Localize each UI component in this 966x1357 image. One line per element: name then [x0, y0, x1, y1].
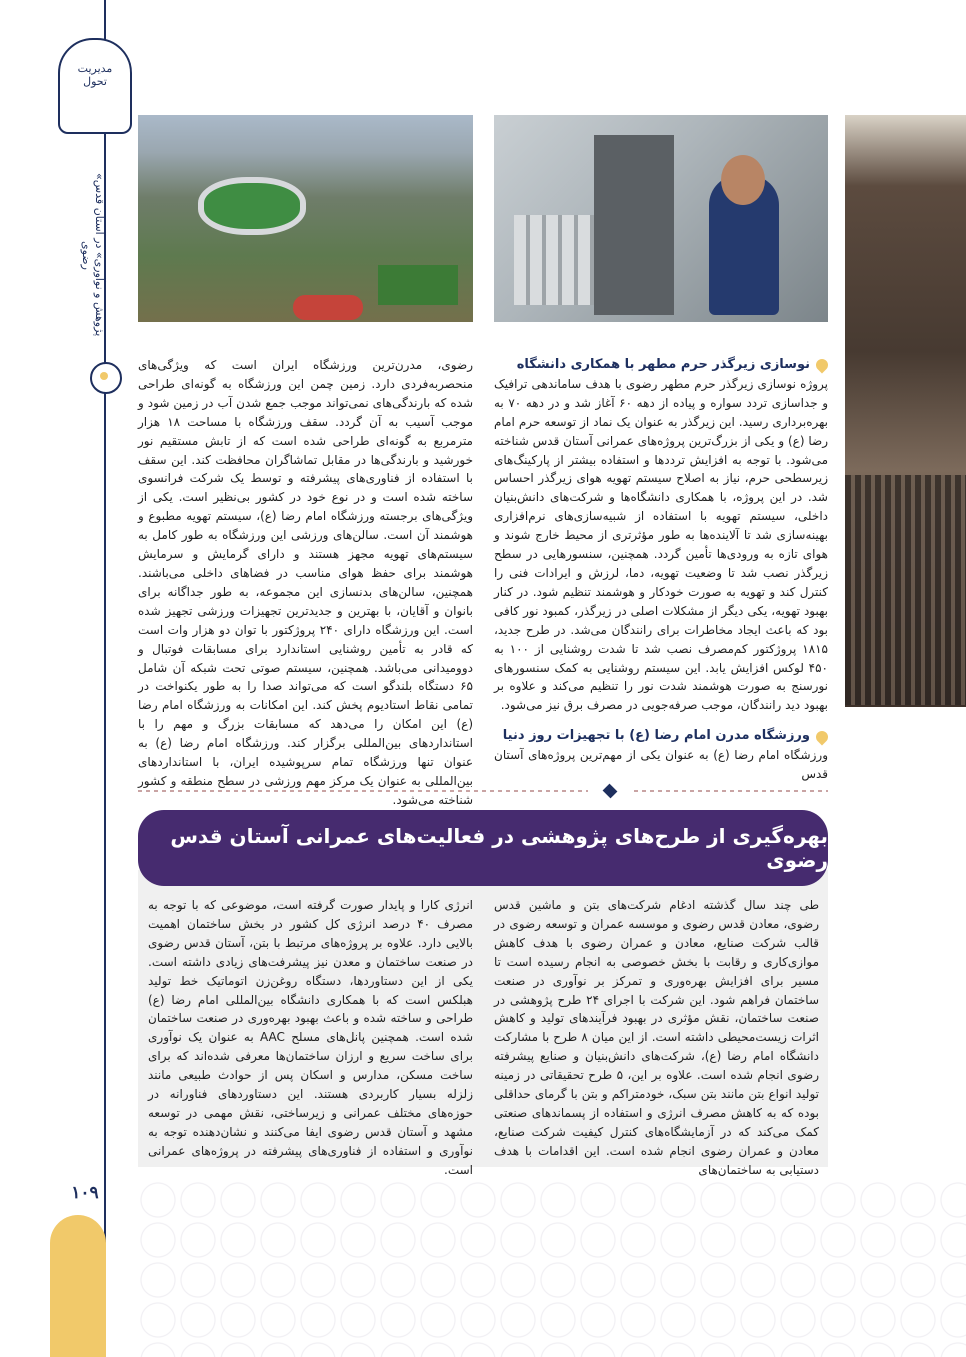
divider-line — [138, 790, 828, 792]
heading-text: ورزشگاه مدرن امام رضا (ع) با تجهیزات روز دنیا — [502, 728, 810, 744]
divider-ornament-icon — [588, 784, 632, 798]
drill-machine — [594, 135, 674, 315]
underpass-paragraph: پروژه نوسازی زیرگذر حرم مطهر رضوی با هدف ساماندهی ترافیک و جداسازی تردد سواره و پیاده از دهه ۶۰ آغاز شد و در دهه ۷۰ به بهره‌برداری رسید. این زیرگذر به عنوان یک نماد از توسعه حرم امام رضا (ع) و یکی از بزرگ‌ترین پروژه‌های عمرانی آستان قدس شناخته می‌شود. با توجه به افزایش ترددها و استفاده بیشتر از پارکینگ‌های زیرسطحی حرم، نیاز به اصلاح سیستم تهویه هوای زیرگذر احساس شد. در این پروژه، با همکاری دانشگاه‌ها و شرکت‌های دانش‌بنیان داخلی، سیستم تهویه با استفاده از شبیه‌سازی‌های نرم‌افزاری بهینه‌سازی شد تا آلاینده‌ها به طور مؤثرتری از محیط خارج شوند و هوای تازه به ورودی‌ها تأمین گردد. همچنین، سنسورهایی در سطح زیرگذر نصب شد تا وضعیت تهویه، دما، لرزش و ایرادات فنی را کنترل کند و تهویه به صورت خودکار و هوشمند تنظیم شود. در کنار بهبود تهویه، یکی دیگر از مشکلات اصلی در زیرگذر، کمبود نور کافی بود که باعث ایجاد مخاطرات برای رانندگان می‌شد. در طرح جدید، ۱۸۱۵ پروژکتور کم‌مصرف نصب شد تا شدت روشنایی از ۱۰۰ به ۴۵۰ لوکس افزایش یابد. این سیستم روشنایی به کمک سنسورهای نورسنج به صورت هوشمند شدت نور را تنظیم می‌کند و علاوه بر بهبود دید رانندگان، موجب صرفه‌جویی در مصرف برق نیز می‌شود. — [494, 376, 829, 713]
upper-right-column — [494, 356, 828, 784]
stadium-field — [198, 177, 306, 235]
training-pitch — [378, 265, 458, 305]
sidebar-vertical-text: «پژوهش و نوآوری» در آستان قدس رضوی — [80, 173, 106, 337]
emblem-logo — [58, 38, 132, 134]
scaffolding — [845, 475, 966, 705]
ornament-icon — [90, 362, 122, 394]
lower-left-paragraph: انرژی کارا و پایدار صورت گرفته است، موضوعی که با توجه به مصرف ۴۰ درصد انرژی کل کشور در بخش ساختمان اهمیت بالایی دارد. علاوه بر پروژه‌های مرتبط با بتن، آستان قدس رضوی در صنعت ساختمان و معدن نیز پیشرفت‌های زیادی داشته است. یکی از این دستاوردها، دستگاه روغن‌زن اتوماتیک خط تولید هبلکس است که با همکاری دانشگاه بین‌المللی امام رضا (ع) طراحی و ساخته شده و باعث بهبود بهره‌وری در صنعت ساختمان شده است. همچنین پانل‌های مسلح AAC به عنوان یک نوآوری برای ساخت سریع و ارزان ساختمان‌ها معرفی شده‌اند که برای ساخت مسکن، مدارس و اسکان پس از حوادث طبیعی مانند زلزله بسیار کاربردی هستند. این دستاوردهای فناورانه در حوزه‌های مختلف عمرانی و زیرساختی، نقش مهمی در توسعه مشهد و آستان قدس رضوی ایفا می‌کنند و نشان‌دهنده توجه به نوآوری و استفاده از فناوری‌های پیشرفته در پروژه‌های عمرانی است. — [148, 898, 473, 1177]
sidebar — [0, 0, 120, 1357]
lower-right-paragraph: طی چند سال گذشته ادغام شرکت‌های بتن و ماشین قدس رضوی، معادن قدس رضوی و موسسه عمران و توسعه رضوی در قالب شرکت صنایع، معادن و عمران رضوی با هدف کاهش موازی‌کاری و رقابت با بخش خصوصی به انجام رسیده است تا مسیر برای افزایش بهره‌وری و تمرکز بر نوآوری در صنعت ساختمان فراهم شود. این شرکت با اجرای ۲۴ طرح پژوهشی در صنعت ساختمان، نقش مؤثری در بهبود فرآیندهای تولید و کاهش اثرات زیست‌محیطی داشته است. از این میان ۸ طرح با مشارکت دانشگاه امام رضا (ع)، شرکت‌های دانش‌بنیان و صنایع پیشرفته رضوی انجام شده است. علاوه بر این، ۵ طرح تحقیقاتی در زمینه تولید انواع بتن مانند بتن سبک، خودمتراکم و بتن با گرمای حداقلی بوده که به کاهش مصرف انرژی و استفاده از پسماندهای صنعتی کمک می‌کند که در آزمایشگاه‌های کنترل کیفیت شرکت صنایع، معادن و عمران رضوی انجام شده است. این اقدامات با هدف دستیابی به ساختمان‌های — [494, 898, 820, 1177]
banner-title: بهره‌گیری از طرح‌های پژوهشی در فعالیت‌های عمرانی آستان قدس رضوی — [170, 824, 828, 872]
lower-left-column — [148, 896, 473, 1180]
upper-left-column — [138, 356, 473, 810]
section-heading-underpass — [494, 356, 828, 375]
stadium-paragraph: ورزشگاه امام رضا (ع) به عنوان یکی از مهم‌ترین پروژه‌های آستان قدس — [494, 748, 828, 782]
lower-right-column — [494, 896, 819, 1180]
footer-pattern — [138, 1180, 966, 1357]
ornamental-divider — [138, 784, 828, 798]
upper-left-paragraph: رضوی، مدرن‌ترین ورزشگاه ایران است که ویژگی‌های منحصربه‌فردی دارد. زمین چمن این ورزشگاه به گونه‌ای طراحی شده که بارندگی‌های نمی‌تواند موجب جمع شدن آب در زمین شود و موجب آسیب به آن گردد. سقف ورزشگاه با مساحت ۱۸ هزار مترمربع به گونه‌ای طراحی شده است که از تابش مستقیم نور خورشید و بارندگی‌ها در مقابل تماشاگران محافظت کند. این سقف با استفاده از فناوری‌های پیشرفته و توسط یک شرکت فرانسوی ساخته شده است و در نوع خود در کشور بی‌نظیر است. یکی از ویژگی‌های برجسته ورزشگاه امام رضا (ع)، سیستم تهویه مطبوع و هوشمند آن است. سالن‌های ورزشی این ورزشگاه به طور کامل به سیستم‌های تهویه مجهز هستند و دارای گرمایش و سرمایش هوشمند برای حفظ هوای مناسب در فضاهای داخلی می‌باشند. همچنین، سالن‌های بدنسازی این مجموعه، به طور جداگانه برای بانوان و آقایان، با بهترین و جدیدترین تجهیزات ورزشی تجهیز شده است. این ورزشگاه دارای ۲۴۰ پروژکتور با توان دو هزار وات است که قادر به تأمین روشنایی استاندارد برای مسابقات فوتبال و دوومیدانی می‌باشد. همچنین، سیستم صوتی تحت شبکه آن شامل ۶۵ دستگاه بلندگو است که می‌تواند صدا را به طور یکنواخت در تمامی نقاط استادیوم پخش کند. این امکانات به ورزشگاه امام رضا (ع) این امکان را می‌دهد که مسابقات بزرگ و مهم را با استانداردهای بین‌المللی برگزار کند. ورزشگاه امام رضا (ع) به عنوان تنها ورزشگاه تمام سرپوشیده ایران، با استانداردهای بین‌المللی به عنوان یک مرکز مهم ورزشی در سطح منطقه و کشور شناخته می‌شود. — [138, 358, 474, 807]
underpass-construction-photo — [845, 115, 966, 707]
heading-bullet-icon — [814, 728, 831, 745]
emblem-text: مدیریت تحول — [77, 62, 113, 88]
section-banner — [138, 810, 828, 886]
stadium-aerial-photo — [138, 115, 473, 322]
worker-head — [721, 155, 765, 205]
page-number: ۱۰۹ — [71, 1183, 99, 1203]
heading-text: نوسازی زیرگذر حرم مطهر با همکاری دانشگاه — [516, 357, 810, 372]
red-roof-building — [293, 295, 363, 320]
page-tab — [50, 1215, 106, 1357]
heading-bullet-icon — [814, 357, 831, 374]
section-heading-stadium — [494, 727, 828, 746]
workshop-worker-photo — [494, 115, 828, 322]
